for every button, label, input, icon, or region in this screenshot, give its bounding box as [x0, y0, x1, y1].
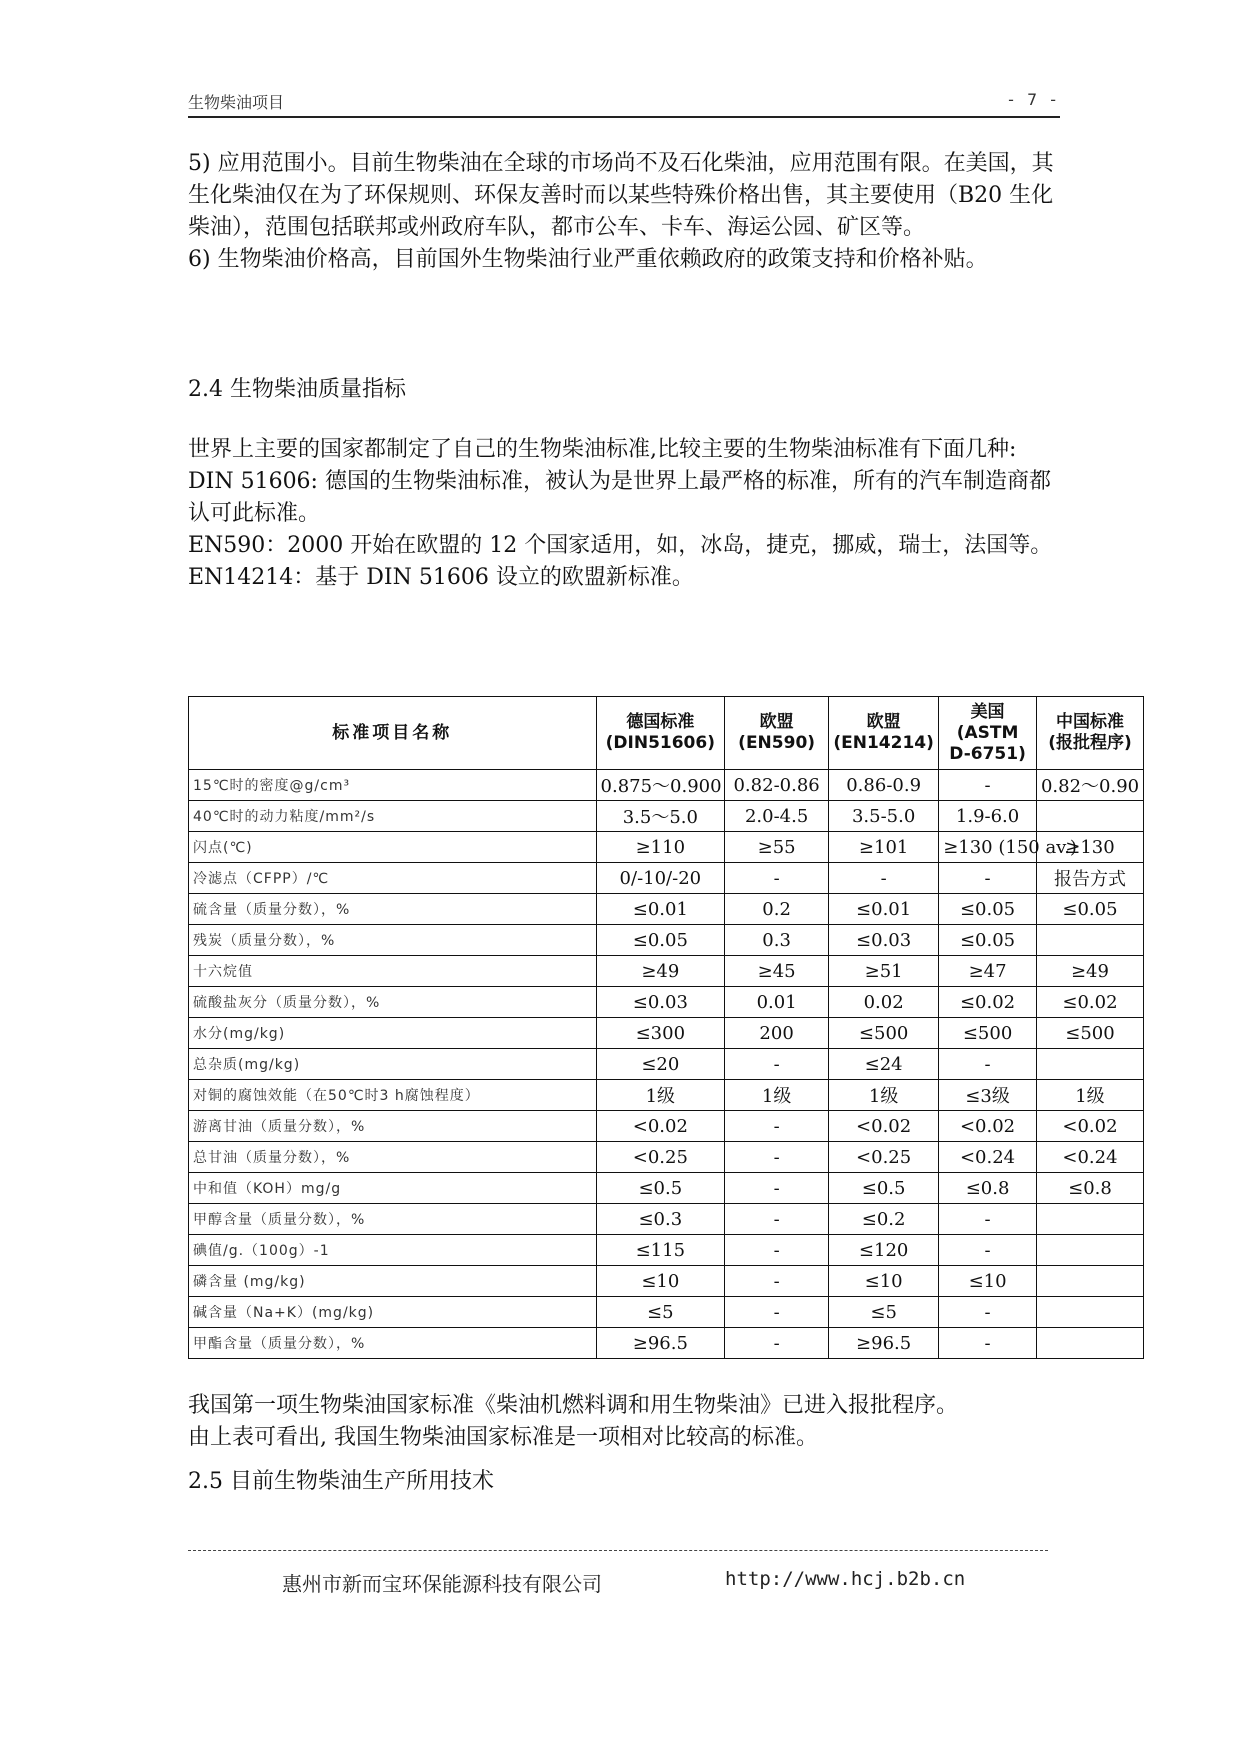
- value-cell: ≤0.03: [596, 987, 725, 1018]
- value-cell: ≤0.02: [939, 987, 1037, 1018]
- value-cell: ≥96.5: [596, 1328, 725, 1359]
- value-cell: ≤0.05: [939, 894, 1037, 925]
- value-cell: <0.02: [829, 1111, 939, 1142]
- value-cell: <0.25: [829, 1142, 939, 1173]
- value-cell: ≤0.3: [596, 1204, 725, 1235]
- table-row: [189, 1018, 1144, 1049]
- value-cell: 0/-10/-20: [596, 863, 725, 894]
- value-cell: -: [725, 1049, 829, 1080]
- footer-company: 惠州市新而宝环保能源科技有限公司: [282, 1572, 602, 1596]
- table-row: [189, 987, 1144, 1018]
- value-cell: -: [725, 1111, 829, 1142]
- value-cell: <0.02: [939, 1111, 1037, 1142]
- value-cell: ≥45: [725, 956, 829, 987]
- value-cell: 1级: [829, 1080, 939, 1111]
- value-cell: ≤10: [939, 1266, 1037, 1297]
- table-row: [189, 1173, 1144, 1204]
- table-row: [189, 1111, 1144, 1142]
- value-cell: -: [939, 1328, 1037, 1359]
- value-cell: ≤0.02: [1036, 987, 1143, 1018]
- value-cell: [1036, 801, 1143, 832]
- item-name-cell: 甲醇含量（质量分数），%: [189, 1204, 597, 1235]
- paragraph: 由上表可看出, 我国生物柴油国家标准是一项相对比较高的标准。: [188, 1425, 818, 1450]
- value-cell: -: [725, 1204, 829, 1235]
- item-name-cell: 硫含量（质量分数），%: [189, 894, 597, 925]
- value-cell: [1036, 1297, 1143, 1328]
- table-header-row: [189, 697, 1144, 770]
- value-cell: 0.02: [829, 987, 939, 1018]
- value-cell: ≥47: [939, 956, 1037, 987]
- column-header: 中国标准 (报批程序): [1036, 697, 1143, 770]
- column-header: 标准项目名称: [189, 697, 597, 770]
- value-cell: -: [725, 1235, 829, 1266]
- value-cell: ≤20: [596, 1049, 725, 1080]
- value-cell: ≥130: [1036, 832, 1143, 863]
- table-row: [189, 1235, 1144, 1266]
- value-cell: 0.82～0.90: [1036, 770, 1143, 801]
- item-name-cell: 15℃时的密度@g/cm³: [189, 770, 597, 801]
- value-cell: [1036, 1204, 1143, 1235]
- value-cell: [1036, 1328, 1143, 1359]
- footer-url: http://www.hcj.b2b.cn: [725, 1568, 966, 1590]
- value-cell: ≤500: [829, 1018, 939, 1049]
- item-name-cell: 游离甘油（质量分数），%: [189, 1111, 597, 1142]
- table-row: [189, 1266, 1144, 1297]
- column-header: 欧盟 (EN14214): [829, 697, 939, 770]
- value-cell: 1级: [725, 1080, 829, 1111]
- value-cell: 1级: [596, 1080, 725, 1111]
- paragraph: 我国第一项生物柴油国家标准《柴油机燃料调和用生物柴油》已进入报批程序。: [188, 1393, 959, 1418]
- table-row: [189, 1142, 1144, 1173]
- value-cell: -: [939, 863, 1037, 894]
- table-row: [189, 1080, 1144, 1111]
- item-name-cell: 甲酯含量（质量分数），%: [189, 1328, 597, 1359]
- value-cell: -: [725, 1297, 829, 1328]
- table-row: [189, 925, 1144, 956]
- item-name-cell: 十六烷值: [189, 956, 597, 987]
- value-cell: ≤0.8: [939, 1173, 1037, 1204]
- value-cell: ≤0.05: [939, 925, 1037, 956]
- section-heading-2-4: 2.4 生物柴油质量指标: [188, 377, 406, 402]
- after-table-text: [188, 1390, 1058, 1454]
- value-cell: ≥130 (150 av.): [939, 832, 1037, 863]
- value-cell: <0.24: [939, 1142, 1037, 1173]
- value-cell: ≤500: [939, 1018, 1037, 1049]
- value-cell: ≥55: [725, 832, 829, 863]
- footer-divider: [188, 1550, 1048, 1551]
- value-cell: <0.24: [1036, 1142, 1143, 1173]
- value-cell: ≤5: [829, 1297, 939, 1328]
- item-name-cell: 总甘油（质量分数），%: [189, 1142, 597, 1173]
- value-cell: 报告方式: [1036, 863, 1143, 894]
- page-number: - 7 -: [1008, 90, 1060, 109]
- value-cell: <0.25: [596, 1142, 725, 1173]
- item-name-cell: 对铜的腐蚀效能（在50℃时3 h腐蚀程度）: [189, 1080, 597, 1111]
- item-name-cell: 水分(mg/kg): [189, 1018, 597, 1049]
- paragraph: EN590：2000 开始在欧盟的 12 个国家适用，如，冰岛，捷克，挪威，瑞士，法国等。: [188, 533, 1053, 558]
- table-row: [189, 801, 1144, 832]
- value-cell: -: [939, 1204, 1037, 1235]
- item-name-cell: 冷滤点（CFPP）/℃: [189, 863, 597, 894]
- value-cell: ≤0.8: [1036, 1173, 1143, 1204]
- value-cell: [1036, 1049, 1143, 1080]
- value-cell: ≤0.5: [596, 1173, 725, 1204]
- item-name-cell: 闪点(℃): [189, 832, 597, 863]
- biodiesel-standards-table: [188, 696, 1144, 1359]
- value-cell: ≤0.05: [596, 925, 725, 956]
- value-cell: ≤0.03: [829, 925, 939, 956]
- section-heading-2-5: 2.5 目前生物柴油生产所用技术: [188, 1469, 494, 1494]
- value-cell: ≤0.05: [1036, 894, 1143, 925]
- value-cell: -: [725, 863, 829, 894]
- value-cell: ≤0.01: [829, 894, 939, 925]
- item-name-cell: 磷含量 (mg/kg): [189, 1266, 597, 1297]
- column-header: 德国标准 (DIN51606): [596, 697, 725, 770]
- value-cell: [1036, 925, 1143, 956]
- value-cell: 3.5-5.0: [829, 801, 939, 832]
- item-name-cell: 中和值（KOH）mg/g: [189, 1173, 597, 1204]
- standards-text: [188, 434, 1058, 594]
- value-cell: 0.3: [725, 925, 829, 956]
- value-cell: 3.5～5.0: [596, 801, 725, 832]
- paragraph: DIN 51606: 德国的生物柴油标准，被认为是世界上最严格的标准，所有的汽车制造商都认可此标准。: [188, 469, 1051, 526]
- table-row: [189, 770, 1144, 801]
- value-cell: ≤10: [596, 1266, 725, 1297]
- value-cell: 1.9-6.0: [939, 801, 1037, 832]
- paragraph: 5) 应用范围小。目前生物柴油在全球的市场尚不及石化柴油，应用范围有限。在美国，其生化柴油仅在为了环保规则、环保友善时而以某些特殊价格出售，其主要使用（B20 生化柴油），范围包括联邦或州政府车队，都市公车、卡车、海运公园、矿区等。: [188, 151, 1054, 240]
- value-cell: <0.02: [1036, 1111, 1143, 1142]
- item-name-cell: 碱含量（Na+K）(mg/kg): [189, 1297, 597, 1328]
- value-cell: 200: [725, 1018, 829, 1049]
- value-cell: ≤0.01: [596, 894, 725, 925]
- value-cell: ≤3级: [939, 1080, 1037, 1111]
- table-row: [189, 1297, 1144, 1328]
- paragraph: 世界上主要的国家都制定了自己的生物柴油标准,比较主要的生物柴油标准有下面几种:: [188, 437, 1017, 462]
- item-name-cell: 碘值/g.（100g）-1: [189, 1235, 597, 1266]
- value-cell: ≥49: [596, 956, 725, 987]
- value-cell: 0.01: [725, 987, 829, 1018]
- table-row: [189, 956, 1144, 987]
- value-cell: -: [939, 1235, 1037, 1266]
- item-name-cell: 硫酸盐灰分（质量分数），%: [189, 987, 597, 1018]
- value-cell: 2.0-4.5: [725, 801, 829, 832]
- intro-text: [188, 148, 1058, 276]
- value-cell: -: [829, 863, 939, 894]
- value-cell: -: [725, 1328, 829, 1359]
- value-cell: -: [725, 1266, 829, 1297]
- value-cell: [1036, 1235, 1143, 1266]
- table-row: [189, 832, 1144, 863]
- value-cell: -: [725, 1173, 829, 1204]
- value-cell: ≤500: [1036, 1018, 1143, 1049]
- value-cell: 0.82-0.86: [725, 770, 829, 801]
- value-cell: -: [939, 1297, 1037, 1328]
- value-cell: ≤0.2: [829, 1204, 939, 1235]
- value-cell: ≥101: [829, 832, 939, 863]
- value-cell: ≤300: [596, 1018, 725, 1049]
- table-row: [189, 1328, 1144, 1359]
- value-cell: ≥96.5: [829, 1328, 939, 1359]
- value-cell: ≤10: [829, 1266, 939, 1297]
- item-name-cell: 40℃时的动力粘度/mm²/s: [189, 801, 597, 832]
- column-header: 欧盟 (EN590): [725, 697, 829, 770]
- item-name-cell: 残炭（质量分数），%: [189, 925, 597, 956]
- value-cell: ≤5: [596, 1297, 725, 1328]
- value-cell: -: [939, 1049, 1037, 1080]
- value-cell: -: [939, 770, 1037, 801]
- value-cell: ≤120: [829, 1235, 939, 1266]
- header-title: 生物柴油项目: [188, 93, 285, 112]
- value-cell: [1036, 1266, 1143, 1297]
- value-cell: 1级: [1036, 1080, 1143, 1111]
- value-cell: -: [725, 1142, 829, 1173]
- table-row: [189, 863, 1144, 894]
- paragraph: EN14214：基于 DIN 51606 设立的欧盟新标准。: [188, 565, 694, 590]
- table-row: [189, 1204, 1144, 1235]
- value-cell: 0.875～0.900: [596, 770, 725, 801]
- value-cell: ≥51: [829, 956, 939, 987]
- value-cell: <0.02: [596, 1111, 725, 1142]
- page-header: [188, 86, 1060, 118]
- column-header: 美国 (ASTM D-6751): [939, 697, 1037, 770]
- value-cell: ≤0.5: [829, 1173, 939, 1204]
- paragraph: 6) 生物柴油价格高，目前国外生物柴油行业严重依赖政府的政策支持和价格补贴。: [188, 247, 988, 272]
- value-cell: 0.2: [725, 894, 829, 925]
- table-row: [189, 894, 1144, 925]
- table-row: [189, 1049, 1144, 1080]
- value-cell: ≥110: [596, 832, 725, 863]
- value-cell: ≤115: [596, 1235, 725, 1266]
- value-cell: 0.86-0.9: [829, 770, 939, 801]
- value-cell: ≥49: [1036, 956, 1143, 987]
- value-cell: ≤24: [829, 1049, 939, 1080]
- item-name-cell: 总杂质(mg/kg): [189, 1049, 597, 1080]
